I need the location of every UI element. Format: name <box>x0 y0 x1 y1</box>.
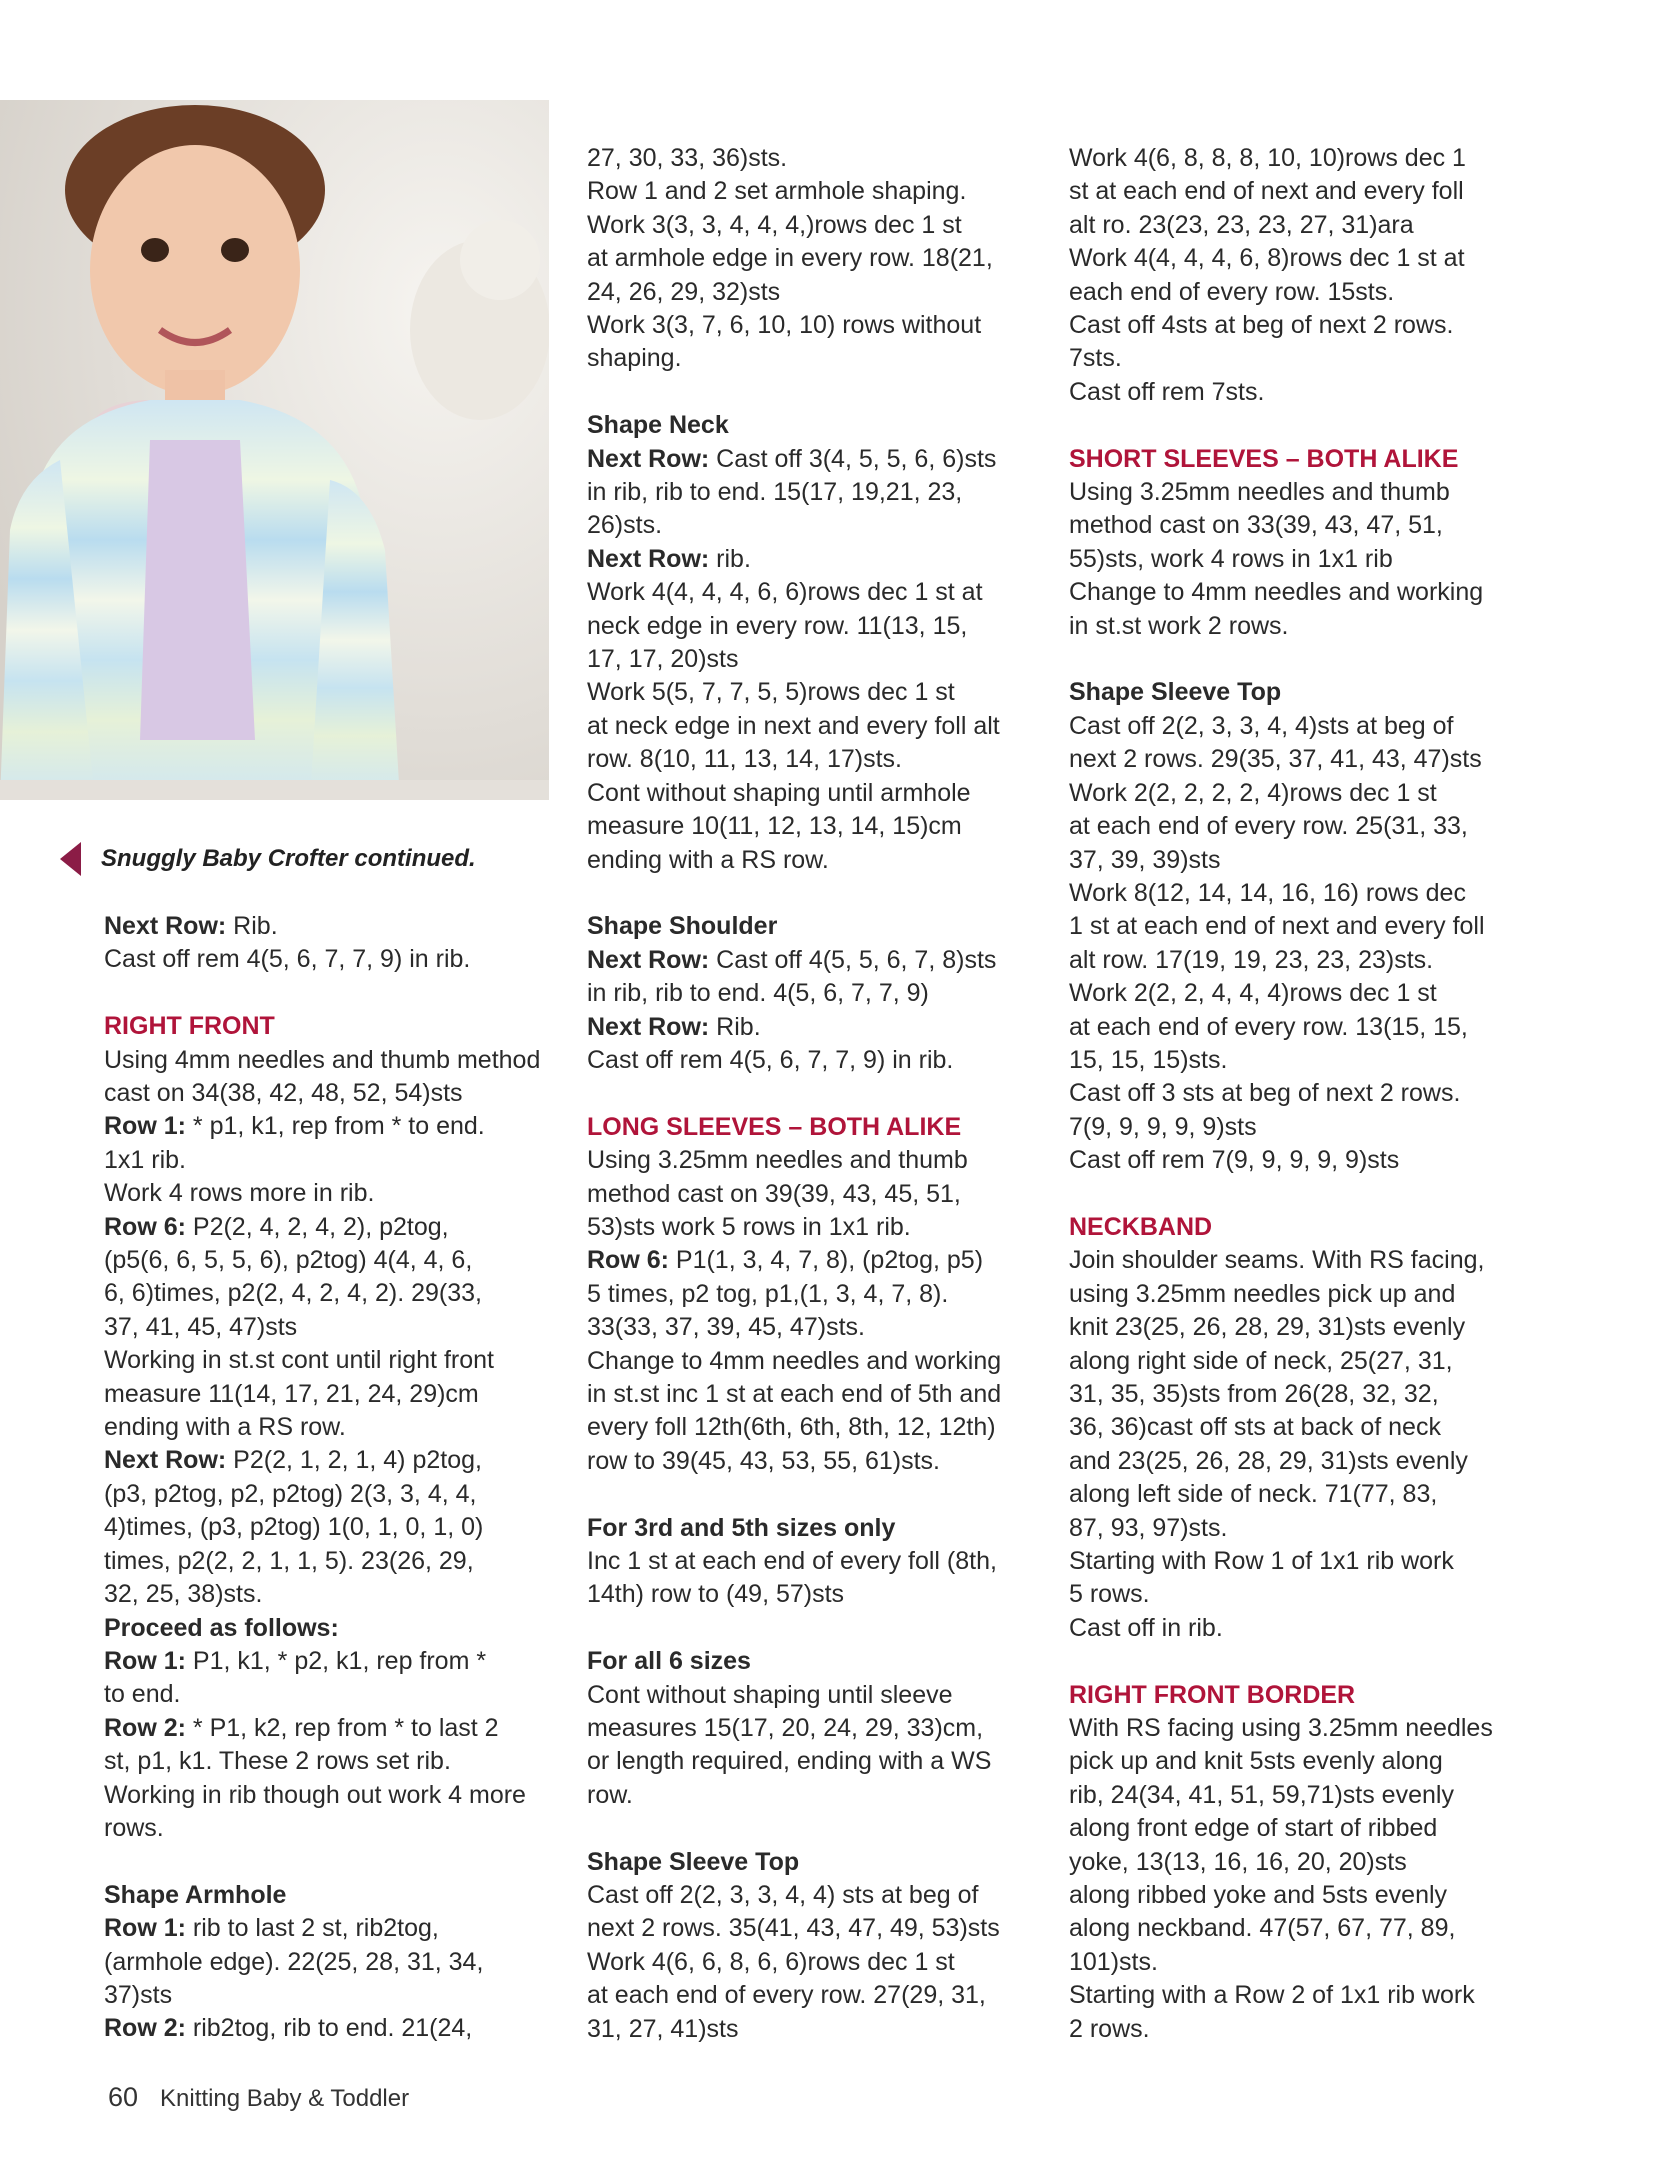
instruction-label: For 3rd and 5th sizes only <box>587 1513 896 1542</box>
pattern-line: 4)times, (p3, p2tog) 1(0, 1, 0, 1, 0) <box>104 1513 484 1542</box>
instruction-line <box>587 1011 1047 1044</box>
pattern-line: 32, 25, 38)sts. <box>104 1580 263 1609</box>
spacer <box>587 877 1047 910</box>
instruction-line <box>104 2012 564 2045</box>
pattern-line: Join shoulder seams. With RS facing, <box>1069 1246 1485 1275</box>
spacer <box>1069 1178 1529 1211</box>
instruction-text: Cast off 4(5, 5, 6, 7, 8)sts <box>709 945 997 974</box>
instruction-label: Row 1: <box>104 1112 186 1141</box>
pattern-line: Cast off 2(2, 3, 3, 4, 4) sts at beg of <box>587 1881 979 1910</box>
instruction-line <box>104 1912 564 1945</box>
pattern-line: 87, 93, 97)sts. <box>1069 1513 1228 1542</box>
continuation-caption <box>60 842 476 876</box>
instruction-text: rib2tog, rib to end. 21(24, <box>185 2014 473 2043</box>
pattern-line: Work 3(3, 3, 4, 4, 4,)rows dec 1 st <box>587 210 962 239</box>
pattern-line: in st.st work 2 rows. <box>1069 611 1289 640</box>
pattern-line: row to 39(45, 43, 53, 55, 61)sts. <box>587 1446 940 1475</box>
instruction-line <box>587 1512 1047 1545</box>
pattern-line: neck edge in every row. 11(13, 15, <box>587 611 968 640</box>
instruction-line <box>1069 676 1529 709</box>
pattern-line: 2 rows. <box>1069 2014 1150 2043</box>
pattern-line: Using 3.25mm needles and thumb <box>1069 478 1450 507</box>
instruction-label: Next Row: <box>587 544 710 573</box>
pattern-line: Cont without shaping until sleeve <box>587 1680 953 1709</box>
pattern-line: Row 1 and 2 set armhole shaping. <box>587 177 967 206</box>
pattern-line: Work 4(6, 6, 8, 6, 6)rows dec 1 st <box>587 1947 955 1976</box>
pattern-line: Work 4(4, 4, 4, 6, 6)rows dec 1 st at <box>587 578 983 607</box>
pattern-line: at armhole edge in every row. 18(21, <box>587 244 993 273</box>
pattern-line: measure 11(14, 17, 21, 24, 29)cm <box>104 1379 479 1408</box>
pattern-line: Starting with Row 1 of 1x1 rib work <box>1069 1547 1454 1576</box>
pattern-line: 55)sts, work 4 rows in 1x1 rib <box>1069 544 1393 573</box>
pattern-line: 7sts. <box>1069 344 1122 373</box>
instruction-line <box>587 443 1047 476</box>
page-number: 60 <box>108 2082 139 2112</box>
pattern-line: 37, 41, 45, 47)sts <box>104 1312 298 1341</box>
pattern-line: 1x1 rib. <box>104 1145 186 1174</box>
pattern-line: method cast on 39(39, 43, 45, 51, <box>587 1179 961 1208</box>
pattern-line: 6, 6)times, p2(2, 4, 2, 4, 2). 29(33, <box>104 1279 482 1308</box>
pattern-line: 101)sts. <box>1069 1947 1158 1976</box>
pattern-line: 31, 35, 35)sts from 26(28, 32, 32, <box>1069 1379 1439 1408</box>
pattern-line: 1 st at each end of next and every foll <box>1069 912 1485 941</box>
instruction-label: Shape Armhole <box>104 1880 287 1909</box>
section-heading: SHORT SLEEVES – BOTH ALIKE <box>1069 444 1459 473</box>
pattern-line: to end. <box>104 1680 181 1709</box>
pattern-line: Working in st.st cont until right front <box>104 1346 494 1375</box>
pattern-line: 36, 36)cast off sts at back of neck <box>1069 1413 1441 1442</box>
pattern-line: Work 4(4, 4, 4, 6, 8)rows dec 1 st at <box>1069 244 1465 273</box>
pattern-line: row. 8(10, 11, 13, 14, 17)sts. <box>587 745 902 774</box>
pattern-line: (p5(6, 6, 5, 5, 6), p2tog) 4(4, 4, 6, <box>104 1246 473 1275</box>
instruction-label: Row 2: <box>104 1713 186 1742</box>
pattern-line: measure 10(11, 12, 13, 14, 15)cm <box>587 812 962 841</box>
instruction-line <box>104 1211 564 1244</box>
pattern-line: Work 8(12, 14, 14, 16, 16) rows dec <box>1069 878 1466 907</box>
instruction-text: P2(2, 4, 2, 4, 2), p2tog, <box>185 1212 449 1241</box>
pattern-line: 17, 17, 20)sts <box>587 645 739 674</box>
pattern-line: Cast off 3 sts at beg of next 2 rows. <box>1069 1079 1461 1108</box>
section-heading: RIGHT FRONT <box>104 1012 275 1041</box>
spacer <box>587 1077 1047 1110</box>
pattern-line: 37)sts <box>104 1980 173 2009</box>
instruction-line <box>104 1612 564 1645</box>
instruction-label: Proceed as follows: <box>104 1613 339 1642</box>
instruction-text: P1, k1, * p2, k1, rep from * <box>185 1646 487 1675</box>
spacer <box>1069 1645 1529 1678</box>
pattern-line: 24, 26, 29, 32)sts <box>587 277 781 306</box>
triangle-marker-icon <box>60 842 81 876</box>
book-title: Knitting Baby & Toddler <box>160 2085 410 2112</box>
spacer <box>587 1478 1047 1511</box>
pattern-line: next 2 rows. 35(41, 43, 47, 49, 53)sts <box>587 1914 1000 1943</box>
instruction-line <box>104 1712 564 1745</box>
instruction-line <box>104 910 564 943</box>
pattern-line: using 3.25mm needles pick up and <box>1069 1279 1456 1308</box>
pattern-line: 33(33, 37, 39, 45, 47)sts. <box>587 1313 865 1342</box>
section-heading: NECKBAND <box>1069 1212 1213 1241</box>
instruction-label: Row 6: <box>104 1212 186 1241</box>
instruction-line <box>587 1244 1047 1277</box>
pattern-line: Starting with a Row 2 of 1x1 rib work <box>1069 1981 1475 2010</box>
instruction-label: Row 1: <box>104 1914 186 1943</box>
instruction-text: P2(2, 1, 2, 1, 4) p2tog, <box>226 1446 482 1475</box>
instruction-label: Row 2: <box>104 2014 186 2043</box>
pattern-line: Cont without shaping until armhole <box>587 778 971 807</box>
pattern-line: 31, 27, 41)sts <box>587 2014 739 2043</box>
pattern-line: Cast off 4sts at beg of next 2 rows. <box>1069 311 1454 340</box>
instruction-text: Rib. <box>709 1012 761 1041</box>
pattern-line: 14th) row to (49, 57)sts <box>587 1580 845 1609</box>
instruction-line <box>104 1879 564 1912</box>
instruction-line <box>587 409 1047 442</box>
caption-text: Snuggly Baby Crofter continued. <box>101 845 476 872</box>
spacer <box>1069 643 1529 676</box>
instruction-label: Row 1: <box>104 1646 186 1675</box>
instruction-text: * P1, k2, rep from * to last 2 <box>185 1713 499 1742</box>
instruction-text: Rib. <box>226 912 278 940</box>
pattern-line: 15, 15, 15)sts. <box>1069 1045 1228 1074</box>
section-heading: LONG SLEEVES – BOTH ALIKE <box>587 1112 962 1141</box>
instruction-text: rib. <box>709 544 751 573</box>
instruction-text: * p1, k1, rep from * to end. <box>185 1112 485 1141</box>
instruction-line <box>104 1645 564 1678</box>
spacer <box>104 977 564 1010</box>
pattern-line: row. <box>587 1780 633 1809</box>
pattern-line: (armhole edge). 22(25, 28, 31, 34, <box>104 1947 484 1976</box>
pattern-line: pick up and knit 5sts evenly along <box>1069 1747 1443 1776</box>
instruction-label: Next Row: <box>104 1446 227 1475</box>
pattern-line: shaping. <box>587 344 682 373</box>
spacer <box>587 1812 1047 1845</box>
pattern-line: With RS facing using 3.25mm needles <box>1069 1714 1493 1743</box>
pattern-line: Using 3.25mm needles and thumb <box>587 1146 968 1175</box>
spacer <box>587 1612 1047 1645</box>
pattern-line: in rib, rib to end. 15(17, 19,21, 23, <box>587 478 963 507</box>
instruction-text: rib to last 2 st, rib2tog, <box>185 1914 439 1943</box>
pattern-line: in st.st inc 1 st at each end of 5th and <box>587 1379 1002 1408</box>
pattern-line: alt ro. 23(23, 23, 23, 27, 31)ara <box>1069 210 1414 239</box>
pattern-line: Work 3(3, 7, 6, 10, 10) rows without <box>587 311 982 340</box>
pattern-line: along ribbed yoke and 5sts evenly <box>1069 1881 1448 1910</box>
pattern-line: 26)sts. <box>587 511 663 540</box>
instruction-text: P1(1, 3, 4, 7, 8), (p2tog, p5) <box>668 1246 984 1275</box>
pattern-line: along neckband. 47(57, 67, 77, 89, <box>1069 1914 1456 1943</box>
pattern-line: measures 15(17, 20, 24, 29, 33)cm, <box>587 1714 984 1743</box>
pattern-line: each end of every row. 15sts. <box>1069 277 1395 306</box>
pattern-line: Cast off rem 7sts. <box>1069 377 1265 406</box>
pattern-line: yoke, 13(13, 16, 16, 20, 20)sts <box>1069 1847 1407 1876</box>
instruction-line <box>587 1846 1047 1879</box>
pattern-line: at each end of every row. 25(31, 33, <box>1069 812 1468 841</box>
baby-photo-illustration <box>0 100 549 800</box>
instruction-label: Row 6: <box>587 1246 669 1275</box>
pattern-line: along front edge of start of ribbed <box>1069 1814 1438 1843</box>
pattern-line: knit 23(25, 26, 28, 29, 31)sts evenly <box>1069 1313 1466 1342</box>
instruction-label: Shape Shoulder <box>587 912 778 941</box>
column-1 <box>104 910 564 2046</box>
instruction-label: Next Row: <box>587 945 710 974</box>
pattern-line: 5 times, p2 tog, p1,(1, 3, 4, 7, 8). <box>587 1279 949 1308</box>
pattern-line: Using 4mm needles and thumb method <box>104 1045 541 1074</box>
pattern-line: cast on 34(38, 42, 48, 52, 54)sts <box>104 1079 463 1108</box>
pattern-line: st, p1, k1. These 2 rows set rib. <box>104 1747 451 1776</box>
pattern-line: alt row. 17(19, 19, 23, 23, 23)sts. <box>1069 945 1434 974</box>
instruction-line <box>104 1110 564 1143</box>
pattern-line: or length required, ending with a WS <box>587 1747 992 1776</box>
pattern-line: (p3, p2tog, p2, p2tog) 2(3, 3, 4, 4, <box>104 1479 477 1508</box>
pattern-line: rib, 24(34, 41, 51, 59,71)sts evenly <box>1069 1780 1454 1809</box>
instruction-label: Next Row: <box>587 1012 710 1041</box>
instruction-line <box>587 543 1047 576</box>
instruction-line <box>587 1645 1047 1678</box>
instruction-line <box>104 1444 564 1477</box>
pattern-line: Inc 1 st at each end of every foll (8th, <box>587 1547 997 1575</box>
pattern-line: Work 2(2, 2, 4, 4, 4)rows dec 1 st <box>1069 979 1437 1008</box>
pattern-line: ending with a RS row. <box>587 845 829 874</box>
pattern-line: Work 5(5, 7, 7, 5, 5)rows dec 1 st <box>587 678 955 707</box>
pattern-line: along left side of neck. 71(77, 83, <box>1069 1480 1438 1509</box>
pattern-line: at each end of every row. 27(29, 31, <box>587 1981 986 2010</box>
spacer <box>1069 409 1529 442</box>
pattern-line: Change to 4mm needles and working <box>587 1346 1002 1375</box>
pattern-line: Cast off rem 4(5, 6, 7, 7, 9) in rib. <box>104 945 471 974</box>
column-2 <box>587 142 1047 2046</box>
pattern-line: Cast off in rib. <box>1069 1613 1223 1642</box>
pattern-line: rows. <box>104 1813 164 1842</box>
page-footer <box>108 2082 409 2113</box>
pattern-line: Change to 4mm needles and working <box>1069 578 1484 607</box>
instruction-label: For all 6 sizes <box>587 1647 751 1676</box>
instruction-line <box>587 910 1047 943</box>
pattern-line: method cast on 33(39, 43, 47, 51, <box>1069 511 1443 540</box>
pattern-line: Working in rib though out work 4 more <box>104 1780 526 1809</box>
pattern-line: and 23(25, 26, 28, 29, 31)sts evenly <box>1069 1446 1468 1475</box>
pattern-line: st at each end of next and every foll <box>1069 177 1464 206</box>
pattern-line: ending with a RS row. <box>104 1413 346 1442</box>
pattern-line: 5 rows. <box>1069 1580 1150 1609</box>
pattern-line: Cast off rem 7(9, 9, 9, 9, 9)sts <box>1069 1146 1400 1175</box>
pattern-line: 37, 39, 39)sts <box>1069 845 1221 874</box>
instruction-text: Cast off 3(4, 5, 5, 6, 6)sts <box>709 444 997 473</box>
pattern-line: in rib, rib to end. 4(5, 6, 7, 7, 9) <box>587 979 929 1008</box>
section-heading: RIGHT FRONT BORDER <box>1069 1680 1356 1709</box>
instruction-label: Next Row: <box>587 444 710 473</box>
pattern-line: along right side of neck, 25(27, 31, <box>1069 1346 1453 1375</box>
pattern-line: Work 4(6, 8, 8, 8, 10, 10)rows dec 1 <box>1069 144 1466 172</box>
pattern-line: 27, 30, 33, 36)sts. <box>587 144 788 172</box>
pattern-line: Work 2(2, 2, 2, 2, 4)rows dec 1 st <box>1069 778 1437 807</box>
pattern-line: Cast off rem 4(5, 6, 7, 7, 9) in rib. <box>587 1045 954 1074</box>
spacer <box>104 1845 564 1878</box>
pattern-line: Work 4 rows more in rib. <box>104 1179 375 1208</box>
pattern-line: next 2 rows. 29(35, 37, 41, 43, 47)sts <box>1069 745 1482 774</box>
baby-cardigan-photo <box>0 100 549 800</box>
pattern-line: at each end of every row. 13(15, 15, <box>1069 1012 1468 1041</box>
instruction-label: Shape Neck <box>587 411 729 440</box>
column-3 <box>1069 142 1529 2046</box>
pattern-line: every foll 12th(6th, 6th, 8th, 12, 12th) <box>587 1413 996 1442</box>
instruction-line <box>587 944 1047 977</box>
instruction-label: Next Row: <box>104 912 227 940</box>
pattern-line: Cast off 2(2, 3, 3, 4, 4)sts at beg of <box>1069 711 1454 740</box>
spacer <box>587 376 1047 409</box>
pattern-line: 53)sts work 5 rows in 1x1 rib. <box>587 1212 911 1241</box>
instruction-label: Shape Sleeve Top <box>587 1847 800 1876</box>
pattern-line: 7(9, 9, 9, 9, 9)sts <box>1069 1112 1257 1141</box>
pattern-line: at neck edge in next and every foll alt <box>587 711 1000 740</box>
pattern-line: times, p2(2, 2, 1, 1, 5). 23(26, 29, <box>104 1546 474 1575</box>
instruction-label: Shape Sleeve Top <box>1069 678 1282 707</box>
